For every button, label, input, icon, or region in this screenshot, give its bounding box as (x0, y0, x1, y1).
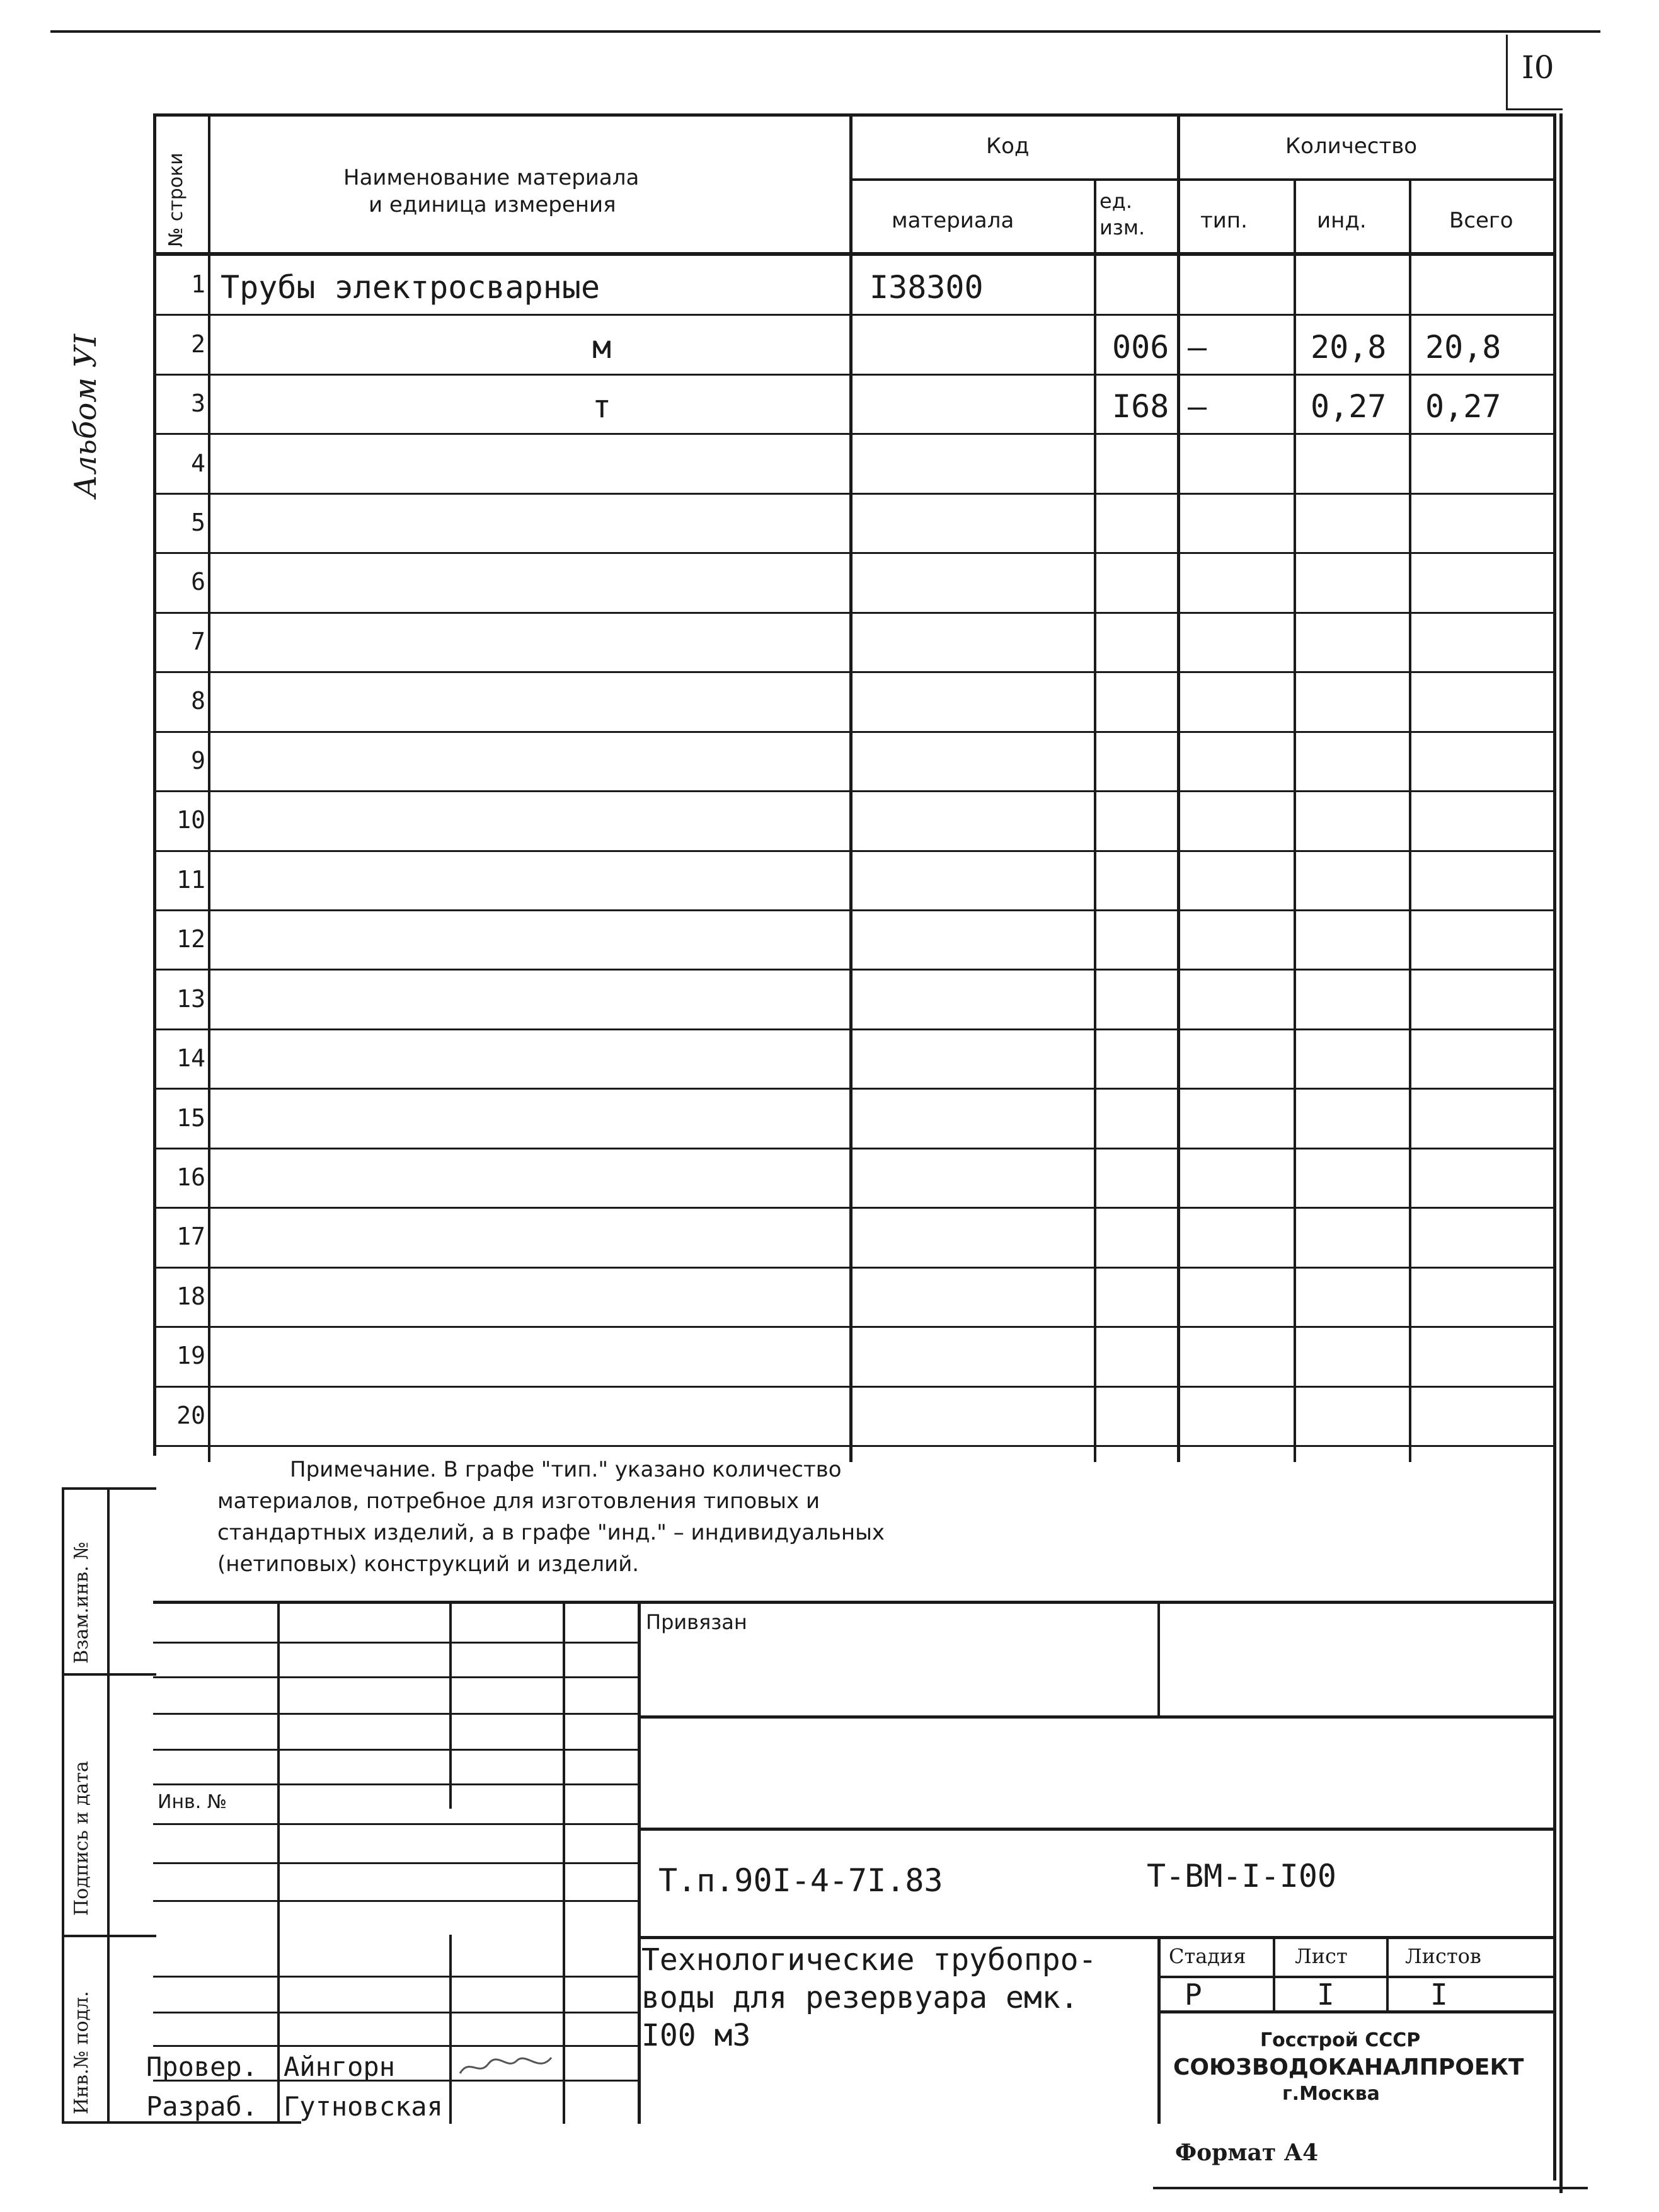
side-strip-mid (107, 1487, 110, 2124)
header-quantity: Количество (1285, 134, 1418, 159)
row-number: 13 (176, 985, 205, 1013)
row-separator (153, 612, 1556, 614)
side-label-inv: Инв.№ подл. (71, 1991, 93, 2114)
page-number-box-left (1506, 35, 1508, 110)
row-qty-ind: 20,8 (1311, 329, 1387, 366)
side-strip-div2 (62, 1935, 156, 1937)
title-h-1 (638, 1715, 1556, 1719)
stage-label: Стадия (1169, 1944, 1246, 1968)
row-separator (153, 1088, 1556, 1090)
title-h-stage (1157, 1976, 1556, 1978)
row-separator (153, 493, 1556, 495)
row-qty-ind: 0,27 (1311, 388, 1387, 425)
header-bottom-line (153, 252, 1556, 256)
row-separator (153, 1028, 1556, 1030)
title-line-2: воды для резервуара емк. (641, 1980, 1079, 2015)
side-label-vzam: Взам.инв. № (71, 1541, 93, 1664)
signature-scribble (457, 2051, 558, 2083)
row-separator (153, 790, 1556, 792)
row-separator (153, 1445, 1556, 1447)
note-line-1: Примечание. В графе "тип." указано количество (290, 1457, 842, 1482)
row-separator (153, 1386, 1556, 1388)
privyazan-label: Привязан (646, 1610, 747, 1634)
row-unit-code: I68 (1112, 388, 1169, 425)
row-separator (153, 1267, 1556, 1269)
row-number: 1 (191, 270, 205, 298)
note-line-4: (нетиповых) конструкций и изделий. (217, 1552, 640, 1577)
row-number: 2 (191, 330, 205, 358)
row-separator (153, 374, 1556, 376)
org-line-3: г.Москва (1282, 2083, 1380, 2105)
row-separator (153, 1148, 1556, 1149)
note-bottom-line (153, 1601, 1556, 1604)
signature-row-line (153, 1749, 638, 1751)
row-number: 10 (176, 806, 205, 834)
table-right-border (1553, 113, 1556, 2180)
sheet-label: Лист (1295, 1944, 1348, 1968)
title-line-3: I00 м3 (641, 2018, 751, 2053)
row-number: 17 (176, 1223, 205, 1250)
sheets-label: Листов (1405, 1944, 1481, 1968)
row-number: 8 (191, 687, 205, 715)
title-col-stage (1157, 1936, 1161, 2124)
row-unit-code: 006 (1112, 329, 1169, 366)
row-number: 20 (176, 1402, 205, 1429)
col-rowno-right (208, 113, 210, 1462)
row-qty-typ: – (1188, 329, 1207, 366)
table-top-border (153, 113, 1556, 117)
title-h-3 (638, 1936, 1556, 1939)
title-col-sheets (1386, 1936, 1389, 2013)
col-name-right (849, 113, 852, 1462)
row-separator (153, 314, 1556, 316)
title-h-org (1157, 2010, 1556, 2013)
title-col-privyazan (1157, 1601, 1160, 1717)
header-code: Код (986, 134, 1030, 159)
signature-row-line (153, 1862, 638, 1864)
org-line-2: СОЮЗВОДОКАНАЛПРОЕКТ (1173, 2054, 1524, 2080)
signature-row-line (153, 1642, 638, 1644)
row-material-name: Трубы электросварные (221, 269, 600, 306)
row-qty-typ: – (1188, 388, 1207, 425)
row-number: 3 (191, 389, 205, 417)
header-name-line1: Наименование материала (343, 165, 640, 190)
top-border-line (50, 30, 1600, 33)
sheets-value: I (1430, 1978, 1448, 2012)
header-code-material: материала (892, 208, 1014, 233)
row-separator (153, 552, 1556, 554)
header-qty-typ: тип. (1200, 208, 1248, 233)
row-separator (153, 850, 1556, 852)
sig-col-2 (449, 1601, 452, 1809)
header-mid-line (849, 178, 1556, 181)
signature-row-line (153, 1900, 638, 1902)
row-number: 14 (176, 1044, 205, 1072)
row-number: 16 (176, 1163, 205, 1191)
sheet-value: I (1317, 1978, 1335, 2012)
row-separator (153, 909, 1556, 911)
row-number: 4 (191, 449, 205, 477)
col-unit-right (1177, 113, 1180, 1462)
note-line-3: стандартных изделий, а в графе "инд." – индивидуальных (217, 1520, 885, 1545)
col-typ-right (1294, 180, 1296, 1462)
row-material-name: т (592, 388, 612, 425)
row-separator (153, 1326, 1556, 1328)
org-line-1: Госстрой СССР (1260, 2029, 1421, 2051)
row-number: 5 (191, 509, 205, 536)
signature-row-line (153, 1676, 638, 1678)
signature-row-line (153, 2045, 638, 2047)
header-code-unit: ед. изм. (1099, 189, 1145, 239)
row-separator (153, 1207, 1556, 1209)
row-qty-total: 20,8 (1425, 329, 1501, 366)
title-line-1: Технологические трубопро- (641, 1942, 1097, 1978)
row-qty-total: 0,27 (1425, 388, 1501, 425)
row-number: 7 (191, 628, 205, 655)
side-strip-div1 (62, 1673, 156, 1676)
row-number: 9 (191, 747, 205, 775)
doc-code: Т.п.90I-4-7I.83 (658, 1862, 943, 1899)
row-number: 6 (191, 568, 205, 596)
col-ind-right (1409, 180, 1411, 1462)
sheet-code: Т-ВМ-I-I00 (1147, 1858, 1337, 1894)
stage-value: Р (1185, 1978, 1202, 2012)
row-material-code: I38300 (870, 269, 984, 306)
side-label-podpis: Подпись и дата (71, 1761, 93, 1916)
row-separator (153, 671, 1556, 673)
developed-role: Разраб. (146, 2091, 258, 2122)
page-number-box-bottom (1506, 108, 1563, 110)
note-line-2: материалов, потребное для изготовления типовых и (217, 1489, 820, 1514)
bottom-right-line (1153, 2187, 1588, 2189)
header-name-line2: и единица измерения (369, 192, 616, 217)
side-strip-top (62, 1487, 156, 1490)
header-qty-total: Всего (1449, 208, 1513, 233)
row-separator (153, 731, 1556, 733)
row-number: 18 (176, 1282, 205, 1310)
checked-role: Провер. (146, 2051, 258, 2082)
signature-row-line (153, 1976, 638, 1978)
row-number: 12 (176, 925, 205, 953)
developed-name: Гутновская (284, 2091, 443, 2122)
row-number: 19 (176, 1342, 205, 1369)
col-material-right (1094, 180, 1096, 1462)
row-number: 15 (176, 1104, 205, 1132)
signature-row-line (153, 1823, 638, 1825)
sig-col-2b (449, 1935, 452, 2124)
row-separator (153, 433, 1556, 435)
signature-row-line (153, 1783, 638, 1785)
inv-no-label: Инв. № (158, 1791, 227, 1813)
signature-row-line (153, 1713, 638, 1715)
row-separator (153, 969, 1556, 971)
album-label: Альбом УI (68, 334, 103, 498)
header-row-number: № строки (165, 153, 187, 247)
row-material-name: м (592, 329, 612, 366)
format-label: Формат А4 (1175, 2140, 1319, 2166)
title-col-sheet (1273, 1936, 1275, 2013)
header-qty-ind: инд. (1317, 208, 1367, 233)
side-strip-left (62, 1487, 64, 2124)
right-border-line (1559, 113, 1563, 2193)
checked-name: Айнгорн (284, 2051, 396, 2082)
title-h-2 (638, 1828, 1556, 1831)
signature-row-line (153, 2012, 638, 2013)
page-number: I0 (1522, 49, 1554, 86)
row-number: 11 (176, 866, 205, 894)
